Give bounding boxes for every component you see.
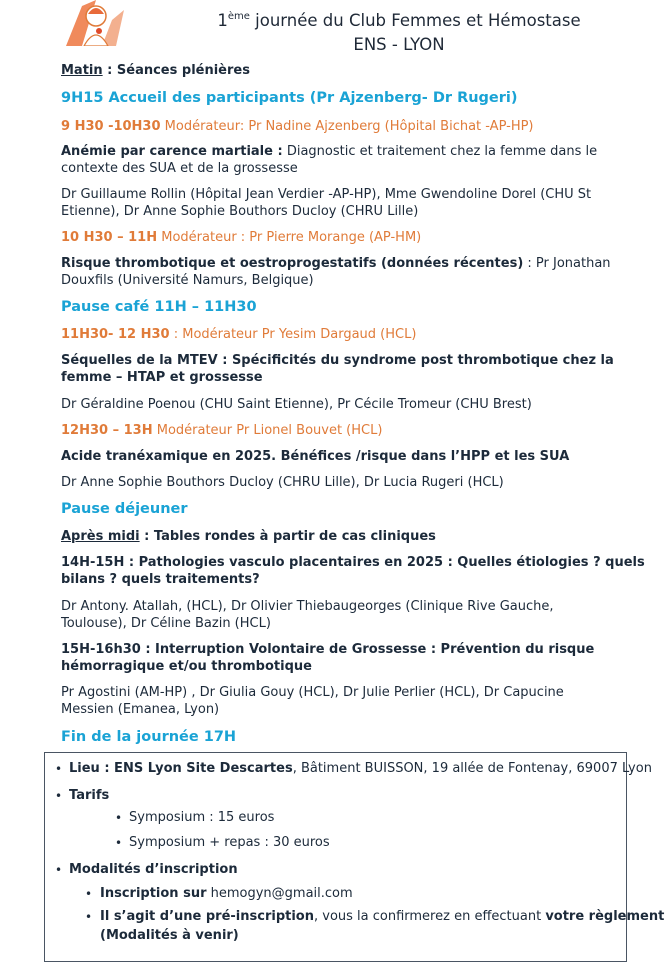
session-2-topic-cont: Douxfils (Université Namurs, Belgique)	[61, 273, 314, 288]
roundtable-1-speakers-cont: Toulouse), Dr Céline Bazin (HCL)	[61, 616, 271, 631]
session-1-topic-cont: contexte des SUA et de la grossesse	[61, 161, 298, 176]
bullet-icon: •	[115, 811, 123, 825]
fee-symposium-meal: Symposium + repas : 30 euros	[129, 835, 330, 850]
roundtable-1-topic-cont: bilans ? quels traitements?	[61, 572, 260, 587]
afternoon-heading: Après midi : Tables rondes à partir de cas cliniques	[61, 529, 436, 544]
roundtable-2-speakers-cont: Messien (Emanea, Lyon)	[61, 702, 220, 717]
lunch-break: Pause déjeuner	[61, 501, 188, 517]
roundtable-2-speakers: Pr Agostini (AM-HP) , Dr Giulia Gouy (HCL), Dr Julie Perlier (HCL), Dr Capucine	[61, 685, 564, 700]
practical-info-box	[44, 752, 665, 962]
bullet-icon: •	[85, 910, 93, 924]
session-1-header: 9 H30 -10H30 Modérateur: Pr Nadine Ajzenberg (Hôpital Bichat -AP-HP)	[61, 119, 534, 134]
day-end: Fin de la journée 17H	[61, 729, 237, 745]
event-title: 1ème journée du Club Femmes et Hémostase	[217, 11, 581, 30]
session-2-topic: Risque thrombotique et oestroprogestatifs (données récentes) : Pr Jonathan	[61, 256, 611, 271]
session-4-topic: Acide tranéxamique en 2025. Bénéfices /risque dans l’HPP et les SUA	[61, 449, 570, 464]
session-1-topic: Anémie par carence martiale : Diagnostic et traitement chez la femme dans le	[61, 144, 598, 159]
pre-registration-note-cont: (Modalités à venir)	[100, 928, 239, 943]
session-3-speakers: Dr Géraldine Poenou (CHU Saint Etienne), Pr Cécile Tromeur (CHU Brest)	[61, 397, 532, 412]
session-3-topic-cont: femme – HTAP et grossesse	[61, 370, 263, 385]
event-location: ENS - LYON	[353, 35, 445, 54]
roundtable-1-speakers: Dr Antony. Atallah, (HCL), Dr Olivier Thiebaugeorges (Clinique Rive Gauche,	[61, 599, 554, 614]
session-4-header: 12H30 – 13H Modérateur Pr Lionel Bouvet (HCL)	[61, 423, 383, 438]
session-2-header: 10 H30 – 11H Modérateur : Pr Pierre Morange (AP-HM)	[61, 230, 422, 245]
club-logo-image	[62, 0, 128, 46]
fee-symposium: Symposium : 15 euros	[129, 810, 275, 825]
welcome-line: 9H15 Accueil des participants (Pr Ajzenberg- Dr Rugeri)	[61, 90, 518, 106]
roundtable-2-topic-cont: hémorragique et/ou thrombotique	[61, 659, 312, 674]
pre-registration-note: Il s’agit d’une pré-inscription, vous la confirmerez en effectuant votre règlement	[100, 909, 665, 924]
roundtable-1-topic: 14H-15H : Pathologies vasculo placentaires en 2025 : Quelles étiologies ? quels	[61, 555, 645, 570]
session-3-topic: Séquelles de la MTEV : Spécificités du syndrome post thrombotique chez la	[61, 353, 614, 368]
session-1-speakers-cont: Etienne), Dr Anne Sophie Bouthors Ducloy (CHRU Lille)	[61, 204, 419, 219]
registration-email: Inscription sur hemogyn@gmail.com	[100, 886, 353, 901]
bullet-icon: •	[55, 762, 63, 776]
registration-heading: Modalités d’inscription	[69, 862, 238, 877]
bullet-icon: •	[85, 887, 93, 901]
morning-heading: Matin : Séances plénières	[61, 63, 250, 78]
bullet-icon: •	[55, 863, 63, 877]
bullet-icon: •	[55, 789, 63, 803]
session-1-speakers: Dr Guillaume Rollin (Hôpital Jean Verdier -AP-HP), Mme Gwendoline Dorel (CHU St	[61, 187, 592, 202]
session-4-speakers: Dr Anne Sophie Bouthors Ducloy (CHRU Lille), Dr Lucia Rugeri (HCL)	[61, 475, 504, 490]
session-3-header: 11H30- 12 H30 : Modérateur Pr Yesim Dargaud (HCL)	[61, 327, 417, 342]
coffee-break: Pause café 11H – 11H30	[61, 299, 257, 315]
venue-line: Lieu : ENS Lyon Site Descartes, Bâtiment BUISSON, 19 allée de Fontenay, 69007 Lyon	[69, 761, 652, 776]
roundtable-2-topic: 15H-16h30 : Interruption Volontaire de Grossesse : Prévention du risque	[61, 642, 595, 657]
bullet-icon: •	[115, 836, 123, 850]
fees-heading: Tarifs	[69, 788, 110, 803]
